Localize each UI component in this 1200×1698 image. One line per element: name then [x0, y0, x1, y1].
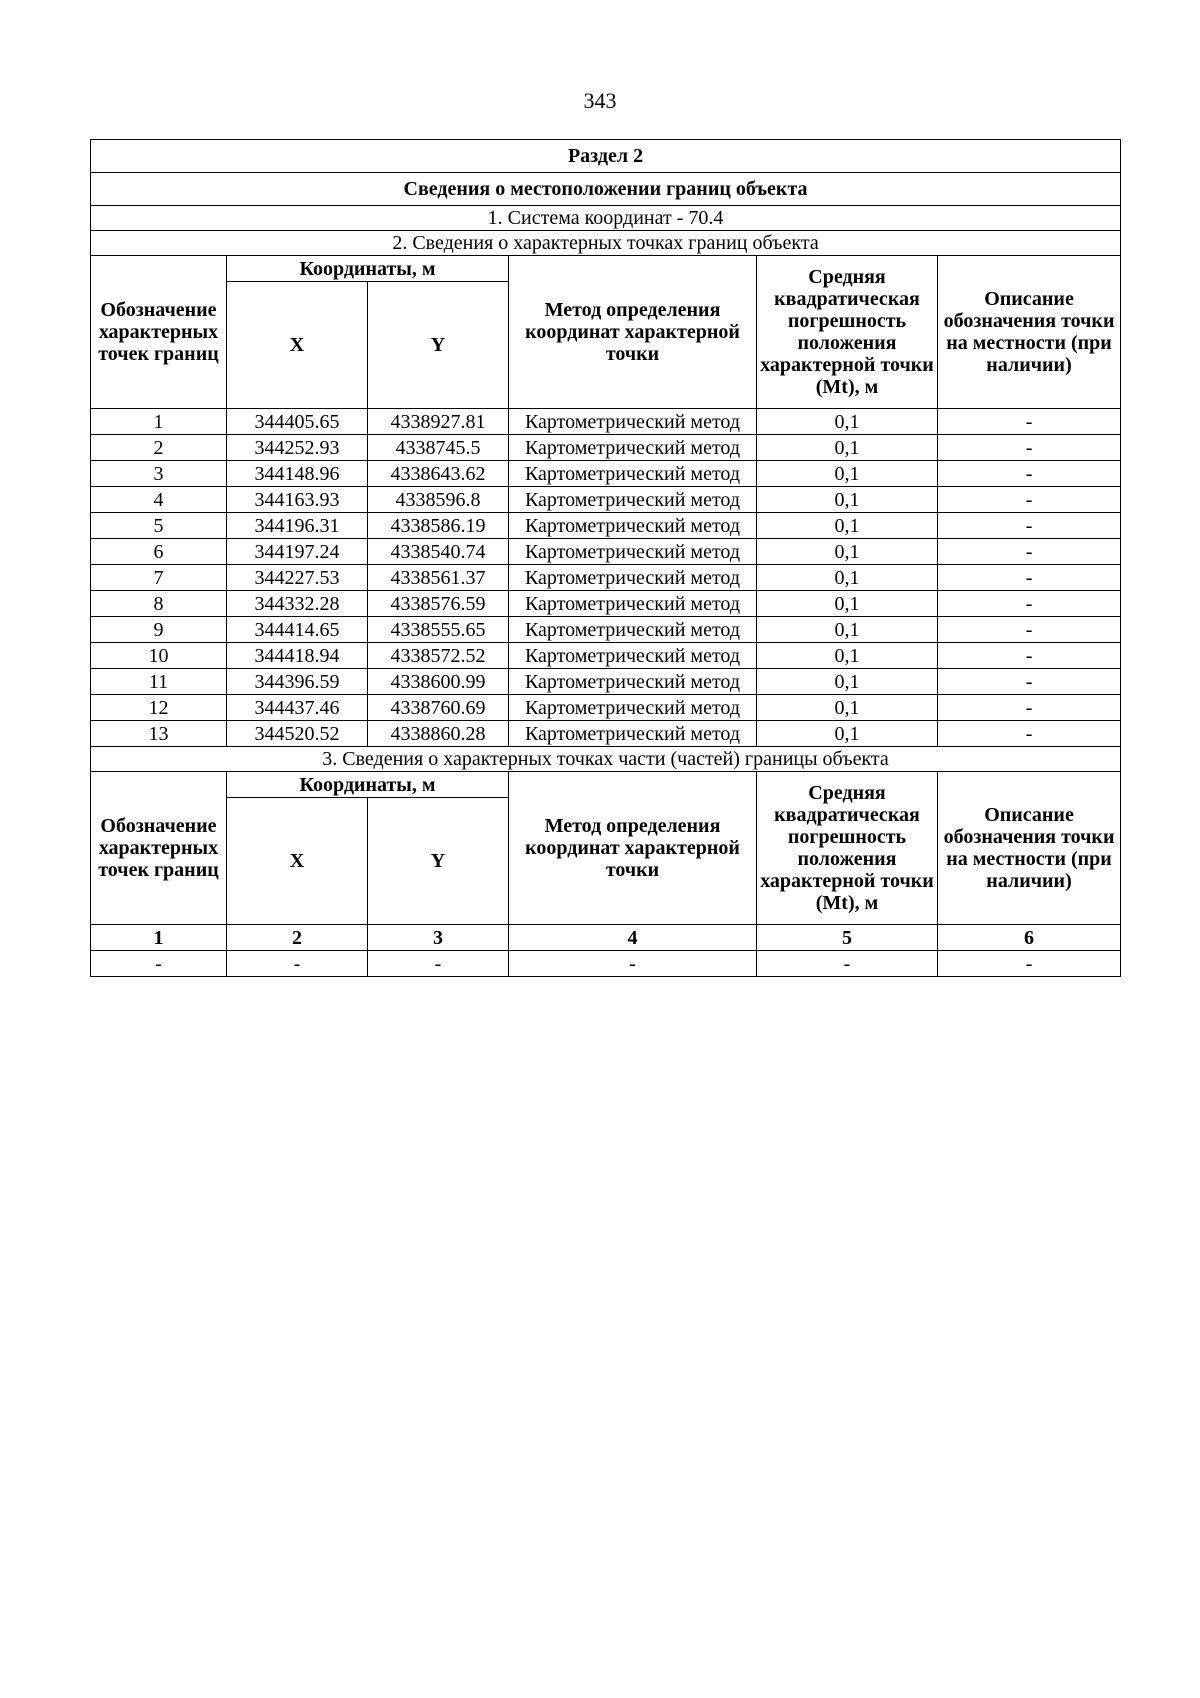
cell-point: - — [91, 951, 227, 977]
cell-y: 4338745.5 — [368, 435, 509, 461]
cell-mt: 0,1 — [757, 513, 938, 539]
cell-desc: - — [938, 435, 1121, 461]
cell-x: 344196.31 — [227, 513, 368, 539]
cell-method: Картометрический метод — [509, 617, 757, 643]
table-row — [91, 695, 1121, 721]
cell-x: 344520.52 — [227, 721, 368, 747]
cell-mt: 0,1 — [757, 695, 938, 721]
table-row — [91, 591, 1121, 617]
cell-y: 4338596.8 — [368, 487, 509, 513]
cell-y: 4338576.59 — [368, 591, 509, 617]
header-coordinates: Координаты, м — [227, 772, 509, 798]
cell-y: 4338927.81 — [368, 409, 509, 435]
table-row — [91, 565, 1121, 591]
cell-desc: - — [938, 565, 1121, 591]
cell-point: 4 — [91, 487, 227, 513]
cell-method: Картометрический метод — [509, 409, 757, 435]
cell-desc: - — [938, 513, 1121, 539]
cell-x: 344414.65 — [227, 617, 368, 643]
cell-y: 4338561.37 — [368, 565, 509, 591]
part2-title: 2. Сведения о характерных точках границ объекта — [91, 231, 1121, 256]
column-number-row — [91, 925, 1121, 951]
cell-desc: - — [938, 721, 1121, 747]
column-number: 1 — [91, 925, 227, 951]
header-designation: Обозначение характерных точек границ — [91, 256, 227, 409]
cell-mt: 0,1 — [757, 487, 938, 513]
cell-mt: 0,1 — [757, 539, 938, 565]
cell-x: 344405.65 — [227, 409, 368, 435]
cell-x: 344252.93 — [227, 435, 368, 461]
cell-mt: 0,1 — [757, 591, 938, 617]
header-description: Описание обозначения точки на местности (при наличии) — [938, 256, 1121, 409]
cell-method: Картометрический метод — [509, 513, 757, 539]
cell-mt: - — [757, 951, 938, 977]
header-error: Средняя квадратическая погрешность положения характерной точки (Mt), м — [757, 256, 938, 409]
header-coordinates: Координаты, м — [227, 256, 509, 282]
table-row — [91, 643, 1121, 669]
header-error: Средняя квадратическая погрешность положения характерной точки (Mt), м — [757, 772, 938, 925]
cell-x: - — [227, 951, 368, 977]
table-row — [91, 409, 1121, 435]
cell-method: - — [509, 951, 757, 977]
column-number: 3 — [368, 925, 509, 951]
cell-point: 12 — [91, 695, 227, 721]
cell-mt: 0,1 — [757, 409, 938, 435]
cell-y: 4338586.19 — [368, 513, 509, 539]
cell-method: Картометрический метод — [509, 695, 757, 721]
cell-mt: 0,1 — [757, 669, 938, 695]
cell-y: 4338600.99 — [368, 669, 509, 695]
cell-point: 2 — [91, 435, 227, 461]
cell-point: 3 — [91, 461, 227, 487]
cell-point: 10 — [91, 643, 227, 669]
cell-desc: - — [938, 643, 1121, 669]
cell-mt: 0,1 — [757, 565, 938, 591]
cell-y: - — [368, 951, 509, 977]
header-method: Метод определения координат характерной точки — [509, 256, 757, 409]
cell-x: 344437.46 — [227, 695, 368, 721]
cell-desc: - — [938, 539, 1121, 565]
table-row — [91, 617, 1121, 643]
section-title: Раздел 2 — [91, 140, 1121, 173]
cell-x: 344163.93 — [227, 487, 368, 513]
cell-x: 344148.96 — [227, 461, 368, 487]
cell-y: 4338555.65 — [368, 617, 509, 643]
cell-method: Картометрический метод — [509, 721, 757, 747]
cell-y: 4338643.62 — [368, 461, 509, 487]
column-number: 2 — [227, 925, 368, 951]
header-y: Y — [368, 282, 509, 409]
cell-point: 11 — [91, 669, 227, 695]
column-number: 6 — [938, 925, 1121, 951]
cell-desc: - — [938, 617, 1121, 643]
cell-y: 4338540.74 — [368, 539, 509, 565]
header-x: X — [227, 798, 368, 925]
cell-mt: 0,1 — [757, 643, 938, 669]
table-row — [91, 669, 1121, 695]
cell-method: Картометрический метод — [509, 435, 757, 461]
cell-point: 7 — [91, 565, 227, 591]
cell-y: 4338760.69 — [368, 695, 509, 721]
cell-y: 4338860.28 — [368, 721, 509, 747]
table-row — [91, 461, 1121, 487]
cell-x: 344418.94 — [227, 643, 368, 669]
header-method: Метод определения координат характерной точки — [509, 772, 757, 925]
header-y: Y — [368, 798, 509, 925]
page-number: 343 — [583, 88, 617, 113]
section-subtitle: Сведения о местоположении границ объекта — [91, 173, 1121, 206]
cell-point: 13 — [91, 721, 227, 747]
cell-x: 344197.24 — [227, 539, 368, 565]
part3-title: 3. Сведения о характерных точках части (частей) границы объекта — [91, 747, 1121, 772]
cell-point: 8 — [91, 591, 227, 617]
boundary-table — [90, 139, 1121, 977]
cell-method: Картометрический метод — [509, 461, 757, 487]
cell-method: Картометрический метод — [509, 487, 757, 513]
cell-desc: - — [938, 695, 1121, 721]
cell-x: 344227.53 — [227, 565, 368, 591]
cell-point: 5 — [91, 513, 227, 539]
table-row — [91, 435, 1121, 461]
cell-desc: - — [938, 669, 1121, 695]
cell-point: 6 — [91, 539, 227, 565]
cell-x: 344396.59 — [227, 669, 368, 695]
column-number: 4 — [509, 925, 757, 951]
header-description: Описание обозначения точки на местности (при наличии) — [938, 772, 1121, 925]
table-row — [91, 539, 1121, 565]
cell-desc: - — [938, 591, 1121, 617]
table-row — [91, 487, 1121, 513]
cell-x: 344332.28 — [227, 591, 368, 617]
column-number: 5 — [757, 925, 938, 951]
header-x: X — [227, 282, 368, 409]
cell-method: Картометрический метод — [509, 565, 757, 591]
coord-system: 1. Система координат - 70.4 — [91, 206, 1121, 231]
cell-method: Картометрический метод — [509, 643, 757, 669]
cell-point: 1 — [91, 409, 227, 435]
cell-y: 4338572.52 — [368, 643, 509, 669]
cell-desc: - — [938, 461, 1121, 487]
cell-desc: - — [938, 951, 1121, 977]
header-designation: Обозначение характерных точек границ — [91, 772, 227, 925]
cell-method: Картометрический метод — [509, 539, 757, 565]
cell-desc: - — [938, 409, 1121, 435]
cell-mt: 0,1 — [757, 461, 938, 487]
cell-method: Картометрический метод — [509, 591, 757, 617]
cell-point: 9 — [91, 617, 227, 643]
cell-mt: 0,1 — [757, 617, 938, 643]
cell-mt: 0,1 — [757, 721, 938, 747]
cell-method: Картометрический метод — [509, 669, 757, 695]
part3-row — [91, 951, 1121, 977]
table-row — [91, 721, 1121, 747]
cell-desc: - — [938, 487, 1121, 513]
cell-mt: 0,1 — [757, 435, 938, 461]
table-row — [91, 513, 1121, 539]
